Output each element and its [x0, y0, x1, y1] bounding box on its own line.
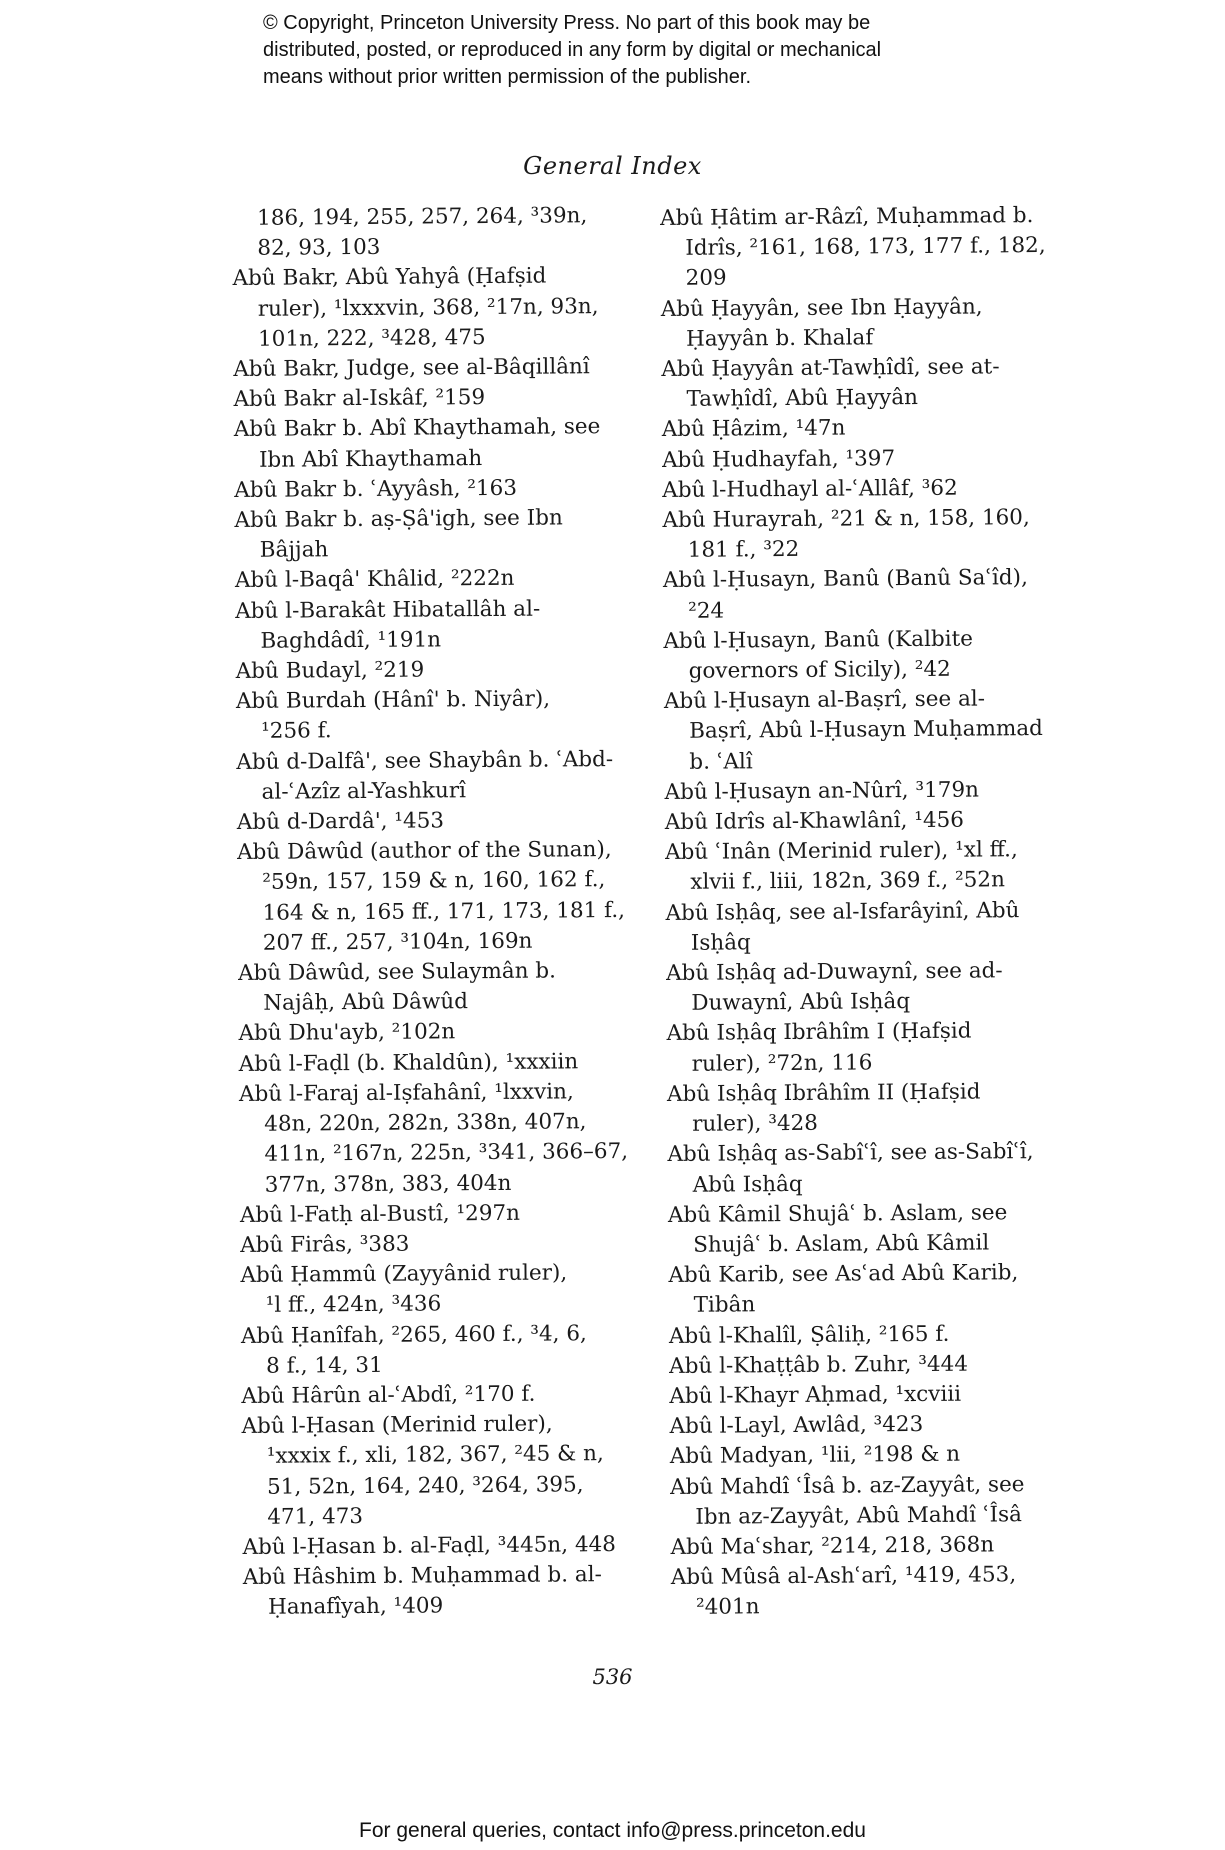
- index-entry-continuation: Bâjjah: [259, 537, 329, 564]
- index-entry: Abû l-Khalîl, Ṣâliḥ, ²165 f.: [668, 1321, 950, 1349]
- index-entry-continuation: 8 f., 14, 31: [266, 1352, 383, 1379]
- index-entry-continuation: governors of Sicily), ²42: [688, 656, 951, 684]
- index-entry-continuation: al-ʿAzîz al-Yashkurî: [261, 778, 467, 805]
- index-entry-continuation: Ibn Abî Khaythamah: [258, 445, 483, 473]
- index-entry-continuation: 186, 194, 255, 257, 264, ³39n,: [257, 203, 588, 231]
- index-entry-continuation: 207 ff., 257, ³104n, 169n: [262, 928, 533, 956]
- index-entry: Abû Firâs, ³383: [240, 1231, 410, 1258]
- index-entry: Abû l-Baqâ' Khâlid, ²222n: [234, 566, 515, 594]
- index-entry: Abû l-Khayr Aḥmad, ¹xcviii: [669, 1381, 962, 1409]
- index-entry: Abû l-Fatḥ al-Bustî, ¹297n: [239, 1200, 521, 1228]
- index-entry: Abû Isḥâq ad-Duwaynî, see ad-: [665, 958, 1003, 987]
- index-entry-continuation: ²401n: [695, 1594, 760, 1621]
- index-entry: Abû Bakr al-Iskâf, ²159: [233, 385, 486, 413]
- index-entry-continuation: ¹l ff., 424n, ³436: [265, 1291, 442, 1319]
- index-entry-continuation: 411n, ²167n, 225n, ³341, 366–67,: [264, 1139, 629, 1168]
- index-entry-continuation: 209: [685, 265, 727, 292]
- index-entry: Abû Ḥanîfah, ²265, 460 f., ³4, 6,: [240, 1320, 587, 1349]
- index-entry: Abû Ḥâzim, ¹47n: [661, 415, 846, 443]
- index-entry: Abû d-Dalfâ', see Shaybân b. ʿAbd-: [236, 746, 614, 775]
- copyright-line: © Copyright, Princeton University Press. No part of this book may be: [263, 12, 871, 34]
- index-entry: Abû Dhu'ayb, ²102n: [238, 1019, 456, 1047]
- index-entry: Abû Hârûn al-ʿAbdî, ²170 f.: [241, 1381, 536, 1409]
- index-entry: Abû Isḥâq Ibrâhîm I (Ḥafṣid: [666, 1019, 972, 1047]
- index-entry-continuation: Ḥayyân b. Khalaf: [685, 325, 874, 352]
- index-entry: Abû l-Layl, Awlâd, ³423: [669, 1412, 924, 1440]
- copyright-notice: [263, 10, 1023, 91]
- index-entry-continuation: Ḥanafîyah, ¹409: [267, 1593, 444, 1621]
- index-column-right: [660, 201, 1111, 1624]
- index-entry: Abû l-Ḥasan (Merinid ruler),: [241, 1411, 553, 1440]
- index-entry: Abû Madyan, ¹lii, ²198 & n: [669, 1442, 961, 1470]
- index-entry: Abû Dâwûd (author of the Sunan),: [236, 837, 612, 866]
- index-entry: Abû Isḥâq Ibrâhîm II (Ḥafṣid: [666, 1079, 981, 1107]
- index-entry: Abû Ḥayyân, see Ibn Ḥayyân,: [660, 294, 983, 322]
- index-entry: Abû l-Ḥusayn al-Baṣrî, see al-: [663, 686, 986, 715]
- index-entry: Abû Kâmil Shujâʿ b. Aslam, see: [667, 1200, 1008, 1228]
- index-entry-continuation: 82, 93, 103: [257, 235, 381, 262]
- index-entry-continuation: 51, 52n, 164, 240, ³264, 395,: [266, 1471, 584, 1500]
- index-entry: Abû Bakr, Abû Yahyâ (Ḥafṣid: [232, 263, 547, 292]
- index-entry: Abû Isḥâq as-Sabîʿî, see as-Sabîʿî,: [667, 1139, 1034, 1168]
- index-entry-continuation: Tawḥîdî, Abû Ḥayyân: [686, 385, 919, 413]
- index-entry-continuation: 48n, 220n, 282n, 338n, 407n,: [264, 1109, 587, 1137]
- index-entry: Abû Ḥudhayfah, ¹397: [661, 445, 896, 473]
- copyright-line: distributed, posted, or reproduced in any form by digital or mechanical: [263, 39, 882, 61]
- index-entry-continuation: Najâḥ, Abû Dâwûd: [263, 989, 469, 1017]
- index-entry-continuation: Idrîs, ²161, 168, 173, 177 f., 182,: [685, 233, 1046, 262]
- index-entry: Abû l-Ḥusayn, Banû (Kalbite: [663, 626, 974, 654]
- index-entry: Abû l-Hudhayl al-ʿAllâf, ³62: [662, 475, 958, 503]
- index-entry-continuation: Shujâʿ b. Aslam, Abû Kâmil: [693, 1230, 990, 1258]
- index-entry: Abû Budayl, ²219: [235, 657, 425, 685]
- index-entry-continuation: Baṣrî, Abû l-Ḥusayn Muḥammad: [689, 716, 1043, 745]
- index-entry: Abû Isḥâq, see al-Isfarâyinî, Abû: [665, 897, 1020, 926]
- index-entry: Abû Idrîs al-Khawlânî, ¹456: [664, 807, 965, 836]
- copyright-line: means without prior written permission of the publisher.: [263, 66, 752, 88]
- running-head: General Index: [523, 152, 702, 180]
- index-entry: Abû Bakr b. aṣ-Ṣâ'igh, see Ibn: [234, 505, 563, 534]
- index-entry-continuation: Baghdâdî, ¹191n: [260, 627, 442, 654]
- index-entry-continuation: ¹xxxix f., xli, 182, 367, ²45 & n,: [266, 1441, 604, 1470]
- index-entry: Abû Dâwûd, see Sulaymân b.: [237, 958, 557, 987]
- index-entry: Abû Bakr b. ʿAyyâsh, ²163: [234, 475, 518, 503]
- index-entry: Abû l-Ḥusayn, Banû (Banû Saʿîd),: [662, 565, 1028, 594]
- index-entry-continuation: Ibn az-Zayyât, Abû Mahdî ʿÎsâ: [695, 1501, 1023, 1530]
- index-entry-continuation: ruler), ³428: [692, 1110, 819, 1137]
- index-entry: Abû Burdah (Hânî' b. Niyâr),: [235, 686, 551, 715]
- index-entry-continuation: Isḥâq: [690, 930, 751, 956]
- index-entry-continuation: 377n, 378n, 383, 404n: [264, 1170, 512, 1198]
- index-entry-continuation: Duwaynî, Abû Isḥâq: [691, 989, 911, 1017]
- footer-contact: For general queries, contact info@press.princeton.edu: [359, 1819, 866, 1842]
- index-entry: Abû Ḥayyân at-Tawḥîdî, see at-: [661, 354, 1000, 383]
- index-entry: Abû Mahdî ʿÎsâ b. az-Zayyât, see: [669, 1471, 1025, 1500]
- index-entry-continuation: ¹256 f.: [261, 718, 332, 745]
- index-entry: Abû Maʿshar, ²214, 218, 368n: [670, 1532, 995, 1560]
- index-entry: Abû Ḥâtim ar-Râzî, Muḥammad b.: [660, 203, 1034, 231]
- index-entry: Abû Bakr, Judge, see al-Bâqillânî: [233, 354, 590, 383]
- index-entry-continuation: Tibân: [693, 1292, 756, 1319]
- index-entry-continuation: ruler), ¹lxxxvin, 368, ²17n, 93n,: [257, 293, 599, 322]
- index-entry-continuation: 164 & n, 165 ff., 171, 173, 181 f.,: [262, 897, 626, 926]
- index-entry: Abû d-Dardâ', ¹453: [236, 808, 445, 836]
- index-entry: Abû Mûsâ al-Ashʿarî, ¹419, 453,: [670, 1562, 1017, 1591]
- index-entry: Abû Hâshim b. Muḥammad b. al-: [242, 1562, 602, 1591]
- index-entry: Abû l-Ḥasan b. al-Faḍl, ³445n, 448: [242, 1531, 617, 1560]
- index-entry-continuation: ²24: [688, 598, 725, 624]
- page-number: 536: [592, 1665, 633, 1689]
- index-entry: Abû Ḥammû (Zayyânid ruler),: [240, 1260, 568, 1289]
- index-entry: Abû ʿInân (Merinid ruler), ¹xl ff.,: [664, 837, 1018, 866]
- index-entry: Abû l-Barakât Hibatallâh al-: [235, 596, 541, 624]
- index-column-left: [232, 201, 683, 1624]
- index-entry-continuation: 471, 473: [267, 1503, 364, 1530]
- index-entry: Abû l-Khaṭṭâb b. Zuhr, ³444: [669, 1351, 969, 1379]
- index-entry-continuation: Abû Isḥâq: [692, 1171, 803, 1198]
- index-entry: Abû l-Faraj al-Iṣfahânî, ¹lxxvin,: [238, 1079, 574, 1107]
- index-entry-continuation: 181 f., ³22: [687, 537, 800, 564]
- index-entry: Abû l-Faḍl (b. Khaldûn), ¹xxxiin: [238, 1048, 579, 1077]
- index-entry: Abû Karib, see Asʿad Abû Karib,: [668, 1260, 1019, 1289]
- index-entry-continuation: b. ʿAlî: [689, 748, 753, 775]
- index-entry-continuation: ruler), ²72n, 116: [691, 1050, 873, 1077]
- index-entry: Abû l-Ḥusayn an-Nûrî, ³179n: [664, 777, 980, 805]
- index-entry-continuation: xlvii f., liii, 182n, 369 f., ²52n: [690, 867, 1005, 896]
- index-entry: Abû Hurayrah, ²21 & n, 158, 160,: [662, 505, 1030, 534]
- index-entry-continuation: 101n, 222, ³428, 475: [257, 324, 486, 352]
- index-entry-continuation: ²59n, 157, 159 & n, 160, 162 f.,: [262, 867, 606, 896]
- index-entry: Abû Bakr b. Abî Khaythamah, see: [233, 414, 601, 443]
